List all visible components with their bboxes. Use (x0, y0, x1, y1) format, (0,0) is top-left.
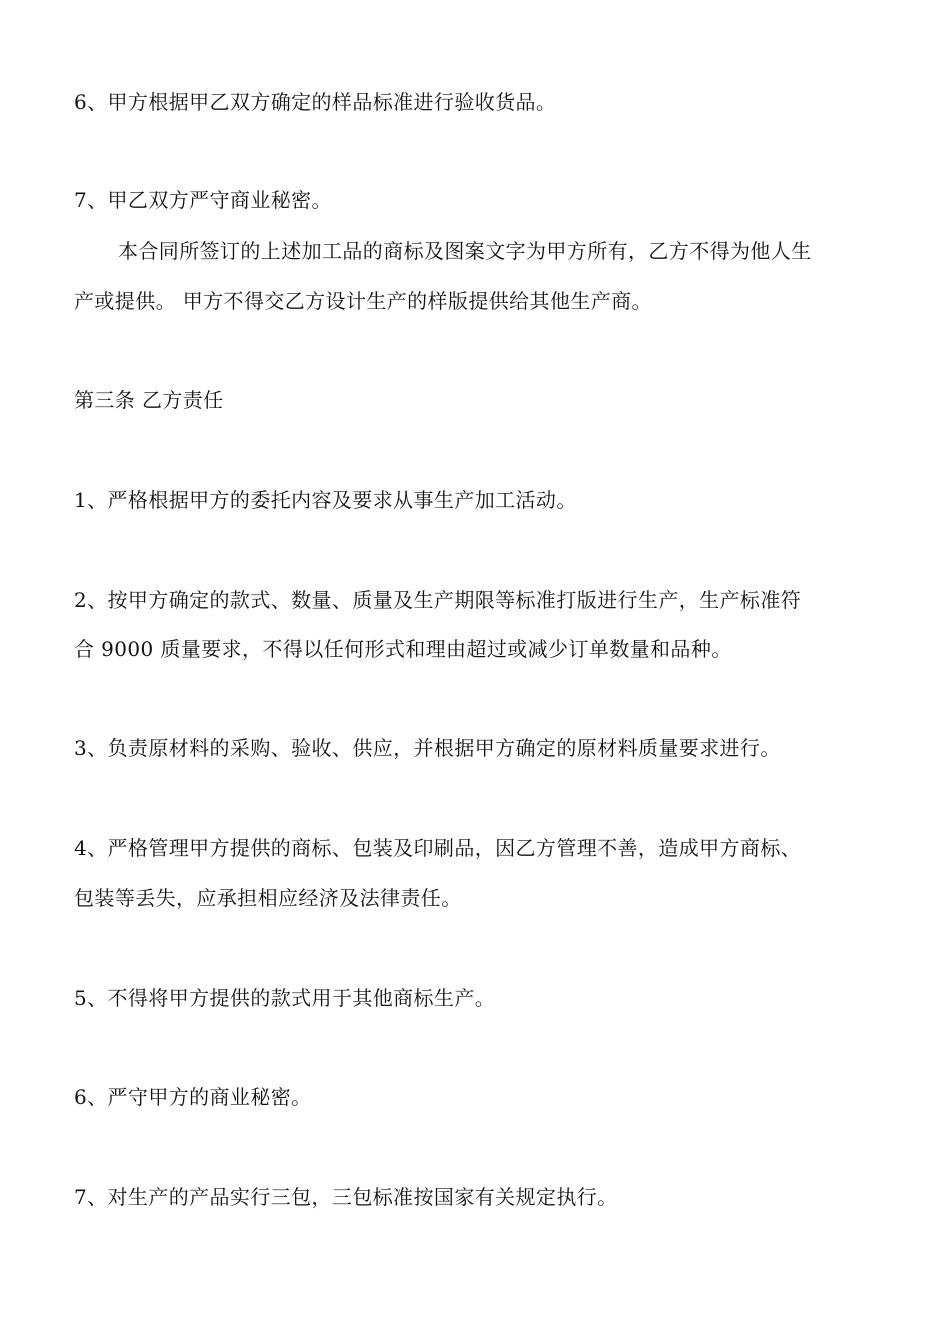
clause-line: 3、负责原材料的采购、验收、供应，并根据甲方确定的原材料质量要求进行。 (74, 736, 781, 760)
clause-line: 包装等丢失，应承担相应经济及法律责任。 (74, 886, 462, 910)
clause-line: 4、严格管理甲方提供的商标、包装及印刷品，因乙方管理不善，造成甲方商标、 (74, 836, 802, 860)
paragraph-line: 产或提供。 甲方不得交乙方设计生产的样版提供给其他生产商。 (74, 289, 652, 313)
clause-line: 1、严格根据甲方的委托内容及要求从事生产加工活动。 (74, 488, 577, 512)
clause-line: 7、对生产的产品实行三包，三包标准按国家有关规定执行。 (74, 1185, 618, 1209)
clause-line: 5、不得将甲方提供的款式用于其他商标生产。 (74, 986, 496, 1010)
clause-line: 7、甲乙双方严守商业秘密。 (74, 188, 332, 212)
clause-line: 2、按甲方确定的款式、数量、质量及生产期限等标准打版进行生产，生产标准符 (74, 588, 802, 612)
paragraph-line: 本合同所签订的上述加工品的商标及图案文字为甲方所有，乙方不得为他人生 (118, 239, 812, 263)
section-heading: 第三条 乙方责任 (74, 388, 224, 412)
clause-line: 合 9000 质量要求，不得以任何形式和理由超过或减少订单数量和品种。 (74, 637, 732, 661)
clause-line: 6、甲方根据甲乙双方确定的样品标准进行验收货品。 (74, 90, 557, 114)
clause-line: 6、严守甲方的商业秘密。 (74, 1085, 312, 1109)
